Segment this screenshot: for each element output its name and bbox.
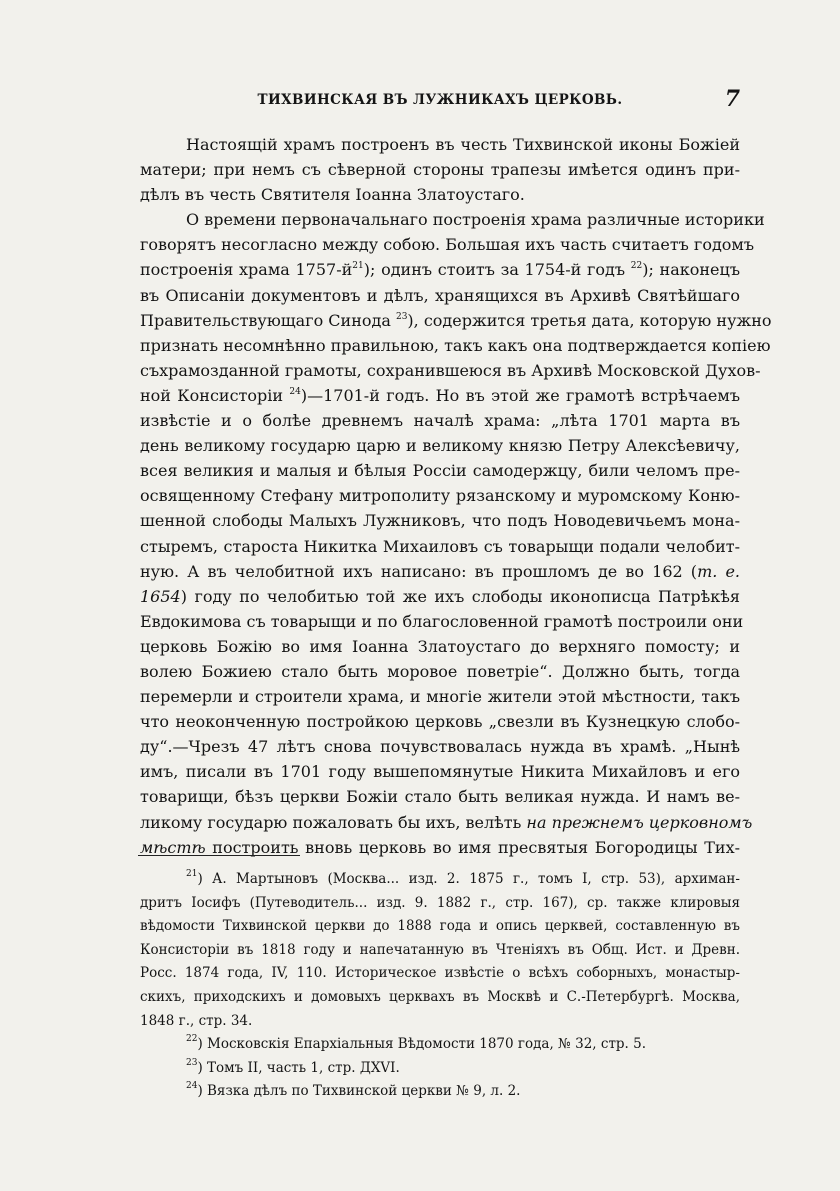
text-line: [140, 810, 753, 835]
text-run: съхрамозданной грамоты, сохранившеюся въ Архивѣ Московской Духов-: [140, 360, 761, 380]
text-run: ликому государю пожаловать бы ихъ, велѣть: [140, 812, 527, 832]
text-run: признать несомнѣнно правильною, такъ какъ она подтверждается копіею: [140, 335, 771, 355]
footnote-separator: [138, 855, 300, 856]
text-run: шенной слободы Малыхъ Лужниковъ, что подъ Новодевичьемъ мона-: [140, 511, 740, 531]
text-line: [140, 358, 761, 383]
text-run: ) Вязка дѣлъ по Тихвинской церкви № 9, л. 2.: [197, 1083, 521, 1100]
text-run: въ Описаніи документовъ и дѣлъ, хранящихся въ Архивѣ Святѣйшаго: [140, 285, 740, 305]
text-line: [140, 684, 740, 709]
text-run: ); наконецъ: [642, 260, 740, 280]
footnote-ref: 22: [186, 1034, 198, 1045]
footnote-ref: 24: [186, 1081, 198, 1092]
text-run: освященному Стефану митрополиту рязанскому и муромскому Коню-: [140, 486, 740, 506]
text-run: дритъ Іосифъ (Путеводитель... изд. 9. 1882 г., стр. 167), ср. также клировыя: [140, 894, 740, 911]
footnote-line: [140, 986, 740, 1010]
text-line: [140, 483, 740, 508]
text-run: )—1701-й годъ. Но въ этой же грамотѣ встрѣчаемъ: [300, 385, 741, 405]
text-run: перемерли и строители храма, и многіе жители этой мѣстности, такъ: [140, 687, 740, 707]
footnote-ref: 24: [289, 386, 301, 397]
footnote-ref: 21: [352, 261, 364, 272]
text-run: Правительствующаго Синода: [140, 310, 396, 330]
main-text: [140, 132, 772, 860]
text-run: ); одинъ стоитъ за 1754-й годъ: [363, 260, 631, 280]
text-line: [140, 308, 772, 333]
text-run: церковь Божію во имя Іоанна Златоустаго до верхняго помосту; и: [140, 636, 740, 656]
italic-text: на прежнемъ церковномъ: [526, 812, 753, 832]
footnote-ref: 21: [186, 869, 198, 879]
text-line: [140, 458, 740, 483]
footnote-line: [140, 1057, 740, 1081]
running-title: ТИХВИНСКАЯ ВЪ ЛУЖНИКАХЪ ЦЕРКОВЬ.: [257, 92, 623, 108]
footnote-line: [140, 915, 740, 939]
text-run: 1848 г., стр. 34.: [140, 1012, 253, 1029]
footnote-line: [140, 1010, 740, 1034]
text-run: извѣстіе и о болѣе древнемъ началѣ храма: „лѣта 1701 марта въ: [140, 411, 740, 431]
footnote-line: [140, 962, 740, 986]
text-line: [140, 709, 740, 734]
footnote-line: [140, 1033, 740, 1057]
text-run: матери; при немъ съ сѣверной стороны трапезы имѣется одинъ при-: [140, 160, 740, 180]
text-line: [140, 257, 740, 282]
footnote-ref: 23: [186, 1057, 198, 1068]
text-line: [140, 283, 740, 308]
footnote-line: [140, 1080, 740, 1104]
footnote-line: [140, 939, 740, 963]
text-run: что неоконченную постройкою церковь „свезли въ Кузнецкую слобо-: [140, 712, 740, 732]
text-run: Консисторіи въ 1818 году и напечатанную въ Чтеніяхъ въ Общ. Ист. и Древн.: [140, 941, 740, 958]
text-line: [140, 559, 740, 584]
text-run: ную. А въ челобитной ихъ написано: въ прошломъ де во 162 (: [140, 561, 698, 581]
text-run: ) году по челобитью той же ихъ слободы иконописца Патрѣкѣя: [180, 586, 740, 606]
text-run: ) Томъ II, часть 1, стр. ДХVI.: [197, 1059, 400, 1076]
text-line: [140, 759, 740, 784]
footnote-line: [140, 892, 740, 916]
text-run: ) А. Мартыновъ (Москва... изд. 2. 1875 г., томъ I, стр. 53), архиман-: [197, 871, 740, 887]
text-run: построить вновь церковь во имя пресвятыя Богородицы Тих-: [205, 837, 740, 857]
text-run: построенія храма 1757-й: [140, 260, 353, 280]
text-run: вѣдомости Тихвинской церкви до 1888 года и опись церквей, составленную въ: [140, 918, 740, 935]
text-line: [140, 609, 744, 634]
text-run: ) Московскія Епархіальныя Вѣдомости 1870 года, № 32, стр. 5.: [197, 1036, 647, 1053]
text-run: Евдокимова съ товарыщи и по благословенной грамотѣ построили они: [140, 611, 744, 631]
text-line: [140, 333, 771, 358]
text-line: [140, 207, 765, 232]
text-line: [140, 659, 740, 684]
text-run: ду“.—Чрезъ 47 лѣтъ снова почувствовалась нужда въ храмѣ. „Нынѣ: [140, 737, 740, 757]
text-run: имъ, писали въ 1701 году вышепомянутые Никита Михайловъ и его: [140, 762, 740, 782]
text-line: [140, 508, 740, 533]
text-run: дѣлъ въ честь Святителя Іоанна Златоустаго.: [140, 185, 525, 205]
footnotes: [140, 868, 740, 1104]
text-run: день великому государю царю и великому князю Петру Алексѣевичу,: [140, 436, 740, 456]
text-run: ), содержится третья дата, которую нужно: [407, 310, 772, 330]
footnote-ref: 22: [630, 261, 643, 272]
text-line: [140, 132, 740, 157]
italic-text: мѣстѣ: [140, 837, 206, 857]
text-run: Настоящій храмъ построенъ въ честь Тихвинской иконы Божіей: [186, 135, 740, 154]
text-line: [140, 182, 740, 207]
text-line: [140, 784, 740, 809]
text-run: говорятъ несогласно между собою. Большая ихъ часть считаетъ годомъ: [140, 235, 755, 255]
text-run: волею Божиею стало быть моровое поветріе“. Должно быть, тогда: [140, 661, 740, 681]
text-line: [140, 534, 740, 559]
text-line: [140, 157, 740, 182]
text-run: О времени первоначальнаго построенія храма различные историки: [186, 210, 765, 230]
italic-text: 1654: [140, 586, 181, 606]
text-line: [140, 433, 740, 458]
text-line: [140, 584, 740, 609]
text-run: стыремъ, староста Никитка Михаиловъ съ товарыщи подали челобит-: [140, 536, 740, 556]
page-number: 7: [724, 86, 740, 112]
footnote-line: [140, 868, 740, 892]
text-line: [140, 408, 740, 433]
text-run: товарищи, бѣзъ церкви Божіи стало быть великая нужда. И намъ ве-: [140, 787, 740, 807]
text-line: [140, 383, 740, 408]
text-line: [140, 634, 740, 659]
text-run: всея великия и малыя и бѣлыя Россіи самодержцу, били челомъ пре-: [140, 461, 740, 481]
text-line: [140, 734, 740, 759]
text-run: Росс. 1874 года, IV, 110. Историческое извѣстіе о всѣхъ соборныхъ, монастыр-: [140, 965, 740, 982]
text-line: [140, 232, 755, 257]
italic-text: т. е.: [697, 561, 740, 581]
footnote-ref: 23: [395, 311, 408, 322]
running-header: [140, 86, 740, 116]
text-run: ной Консисторіи: [140, 385, 290, 405]
text-run: скихъ, приходскихъ и домовыхъ церквахъ въ Москвѣ и С.-Петербургѣ. Москва,: [140, 988, 740, 1005]
